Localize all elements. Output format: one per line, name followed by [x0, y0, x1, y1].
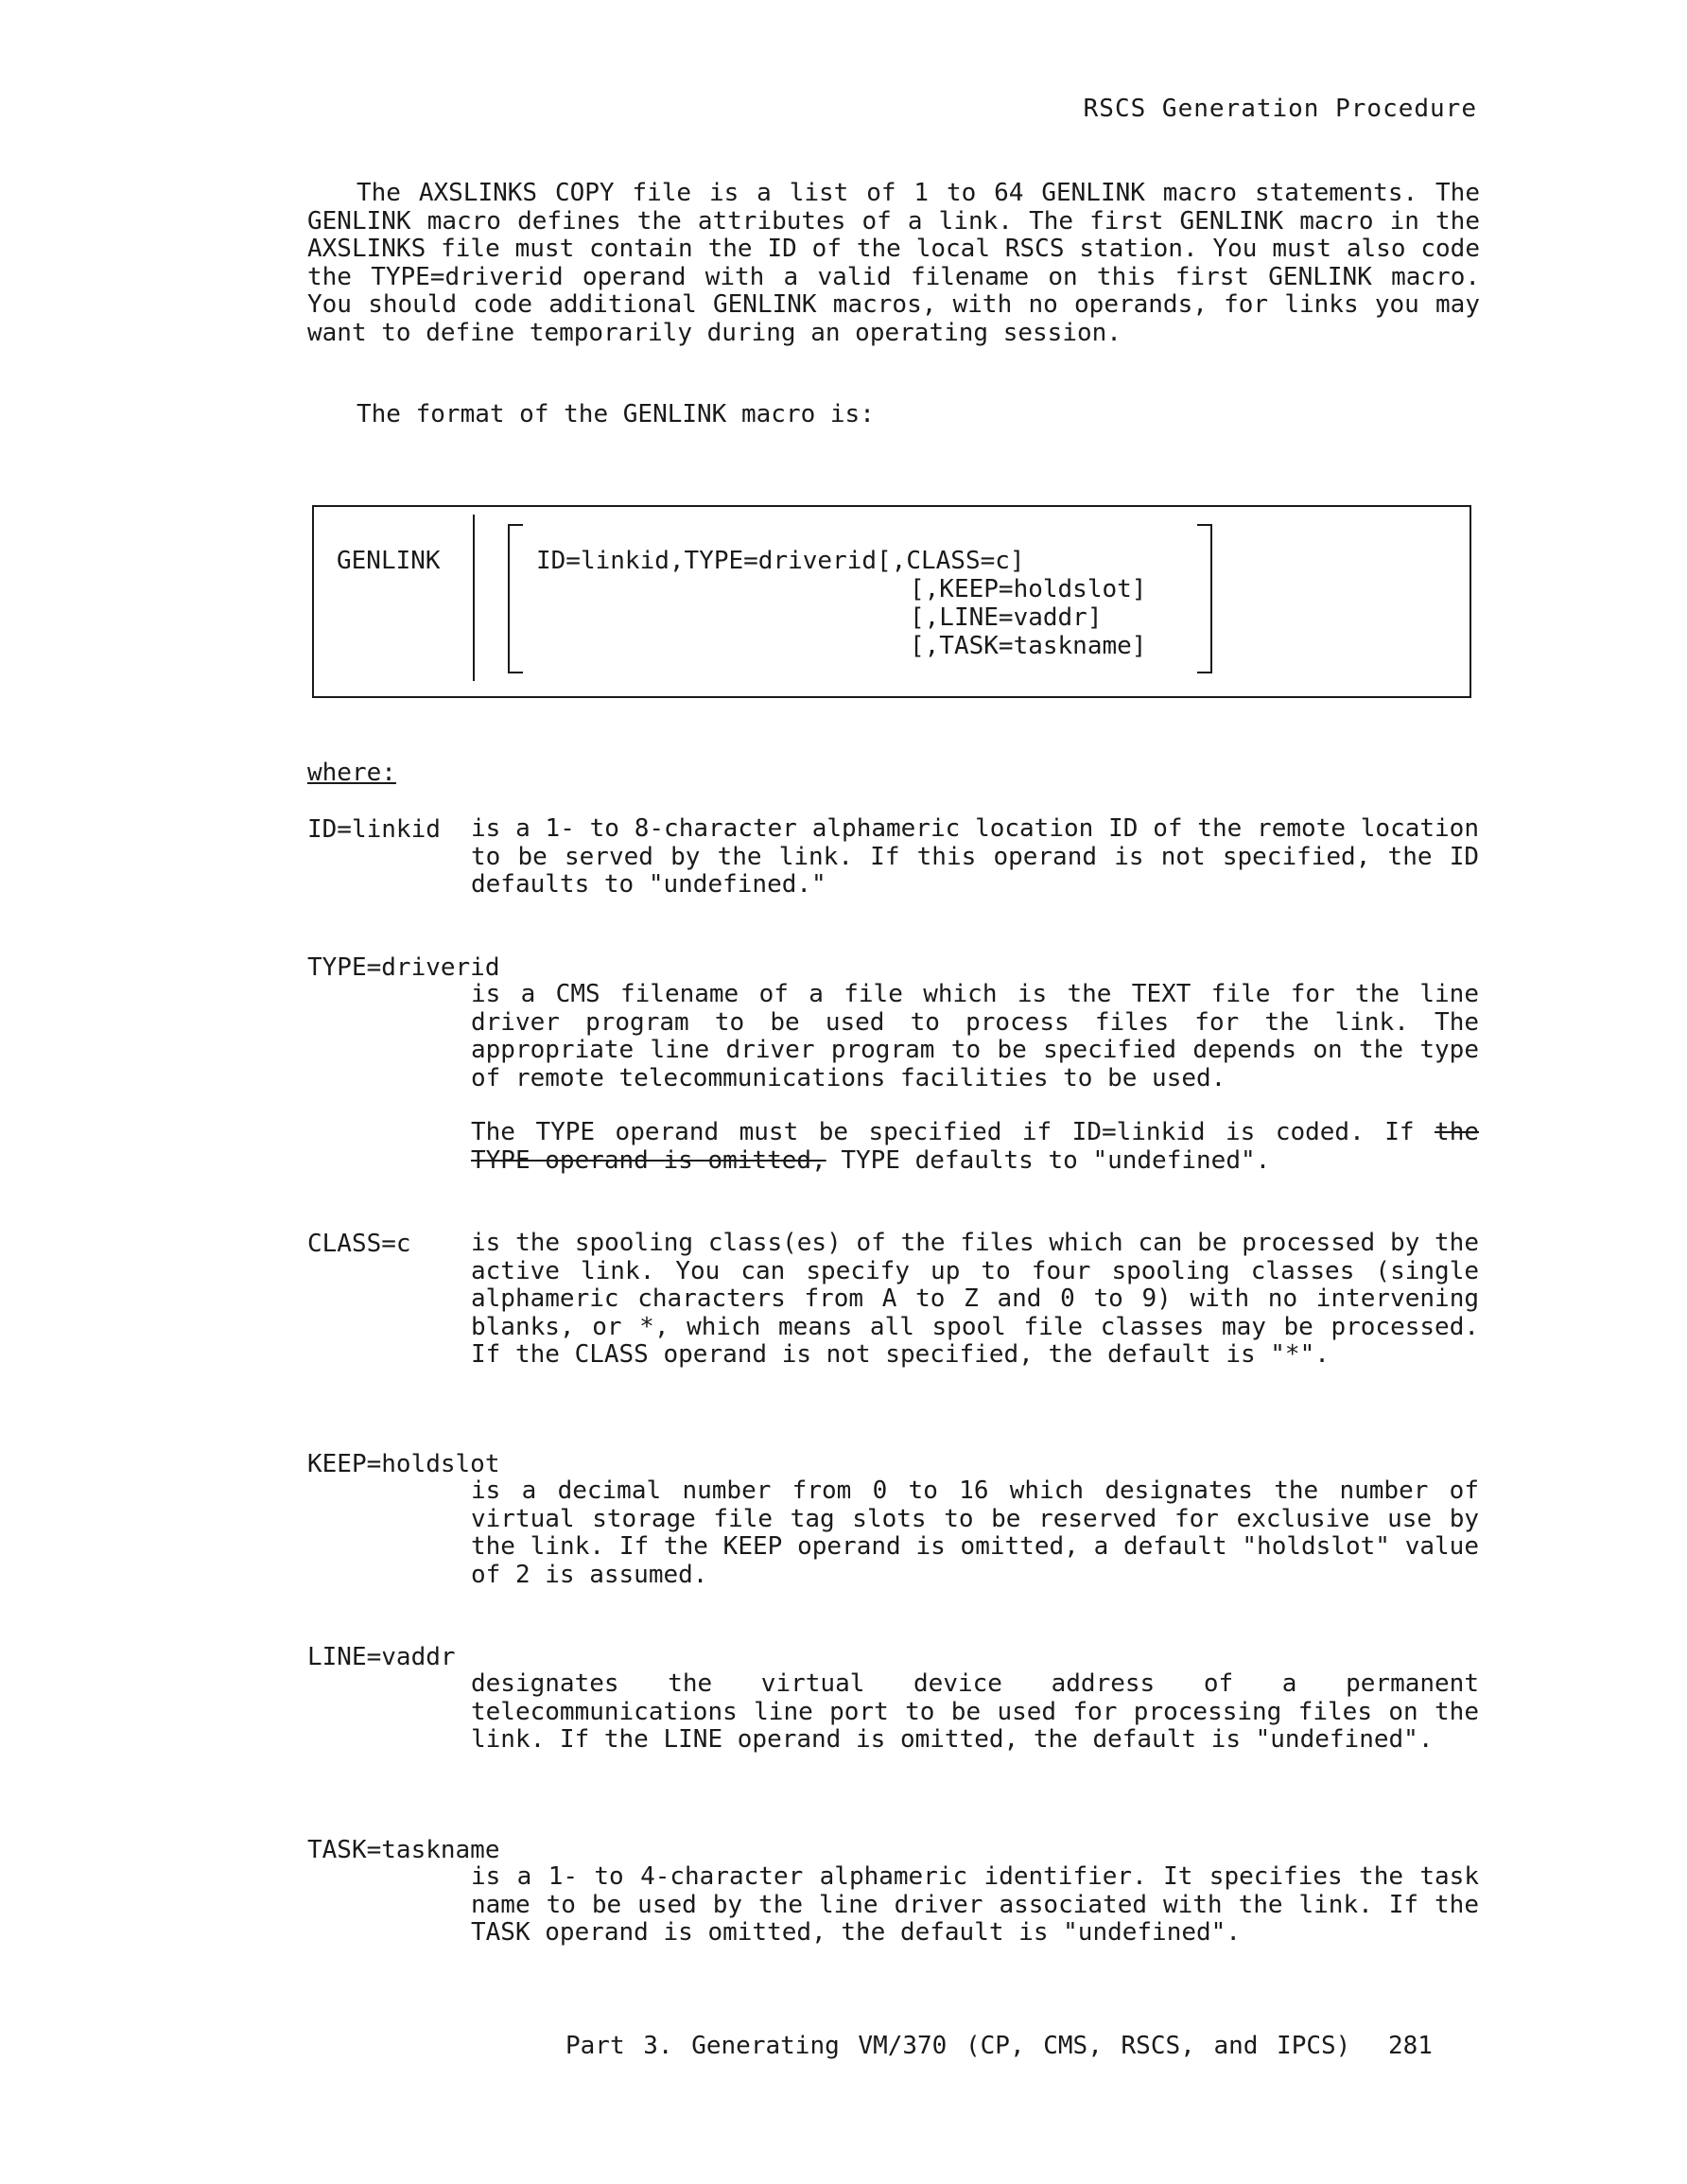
format-intro-paragraph — [307, 401, 1480, 429]
syntax-divider — [473, 515, 475, 681]
operand-desc-keep: is a decimal number from 0 to 16 which designates the number of virtual storage file tag slots to be reserved for exclusive use by the link. If the KEEP operand is omitted, a default "holdslot" value of 2 is assumed. — [471, 1476, 1479, 1589]
type-note-part-b: TYPE defaults to "undefined". — [826, 1145, 1271, 1175]
syntax-line-1: ID=linkid,TYPE=driverid[,CLASS=c] — [536, 547, 1025, 575]
page-footer — [565, 2032, 1433, 2060]
syntax-macro-name: GENLINK — [337, 547, 441, 575]
operand-term-line: LINE=vaddr — [307, 1643, 456, 1671]
page-number: 281 — [1387, 2032, 1433, 2060]
operand-term-class: CLASS=c — [307, 1230, 411, 1258]
type-note-part-a: The TYPE operand must be specified if ID=linkid is coded. If — [471, 1118, 1415, 1146]
syntax-line-3: [,LINE=vaddr] — [910, 603, 1103, 632]
format-intro-text: The format of the GENLINK macro is: — [357, 400, 875, 428]
footer-title: Part 3. Generating VM/370 (CP, CMS, RSCS, and IPCS) — [565, 2032, 1351, 2060]
operand-desc-type-note — [471, 1119, 1479, 1175]
operand-desc-class: is the spooling class(es) of the files which can be processed by the active link. You can specify up to four spooling classes (single alphameric characters from A to Z and 0 to 9) with no intervening blanks, or *, which means all spool file classes may be processed. If the CLASS operand is not specified, the default is "*". — [471, 1229, 1479, 1369]
operand-term-task: TASK=taskname — [307, 1836, 500, 1864]
operand-desc-type: is a CMS filename of a file which is the TEXT file for the line driver program to be used to process files for the link. The appropriate line driver program to be specified depends on the type of remote telecommunications facilities to be used. — [471, 980, 1479, 1092]
operand-desc-id: is a 1- to 8-character alphameric location ID of the remote location to be served by the link. If this operand is not specified, the ID defaults to "undefined." — [471, 814, 1479, 899]
operand-term-type: TYPE=driverid — [307, 953, 500, 982]
operand-desc-line: designates the virtual device address of a permanent telecommunications line port to be used for processing files on the link. If the LINE operand is omitted, the default is "undefined". — [471, 1669, 1479, 1754]
syntax-diagram — [312, 505, 1471, 698]
type-note-strikethrough: the TYPE operand is omitted, — [471, 1118, 1480, 1175]
running-header: RSCS Generation Procedure — [1083, 95, 1477, 123]
operand-desc-task: is a 1- to 4-character alphameric identifier. It specifies the task name to be used by the line driver associated with the link. If the TASK operand is omitted, the default is "undefined". — [471, 1862, 1479, 1947]
operand-term-id: ID=linkid — [307, 815, 441, 844]
syntax-line-4: [,TASK=taskname] — [910, 632, 1147, 660]
intro-paragraph — [307, 180, 1480, 347]
where-label: where: — [307, 759, 396, 787]
operand-term-keep: KEEP=holdslot — [307, 1450, 500, 1478]
syntax-line-2: [,KEEP=holdslot] — [910, 575, 1147, 603]
intro-text: The AXSLINKS COPY file is a list of 1 to 64 GENLINK macro statements. The GENLINK macro defines the attributes of a link. The first GENLINK macro in the AXSLINKS file must contain the ID of the local RSCS station. You must also code the TYPE=driverid operand with a valid filename on this first GENLINK macro. You should code additional GENLINK macros, with no operands, for links you may want to define temporarily during an operating session. — [307, 179, 1480, 347]
